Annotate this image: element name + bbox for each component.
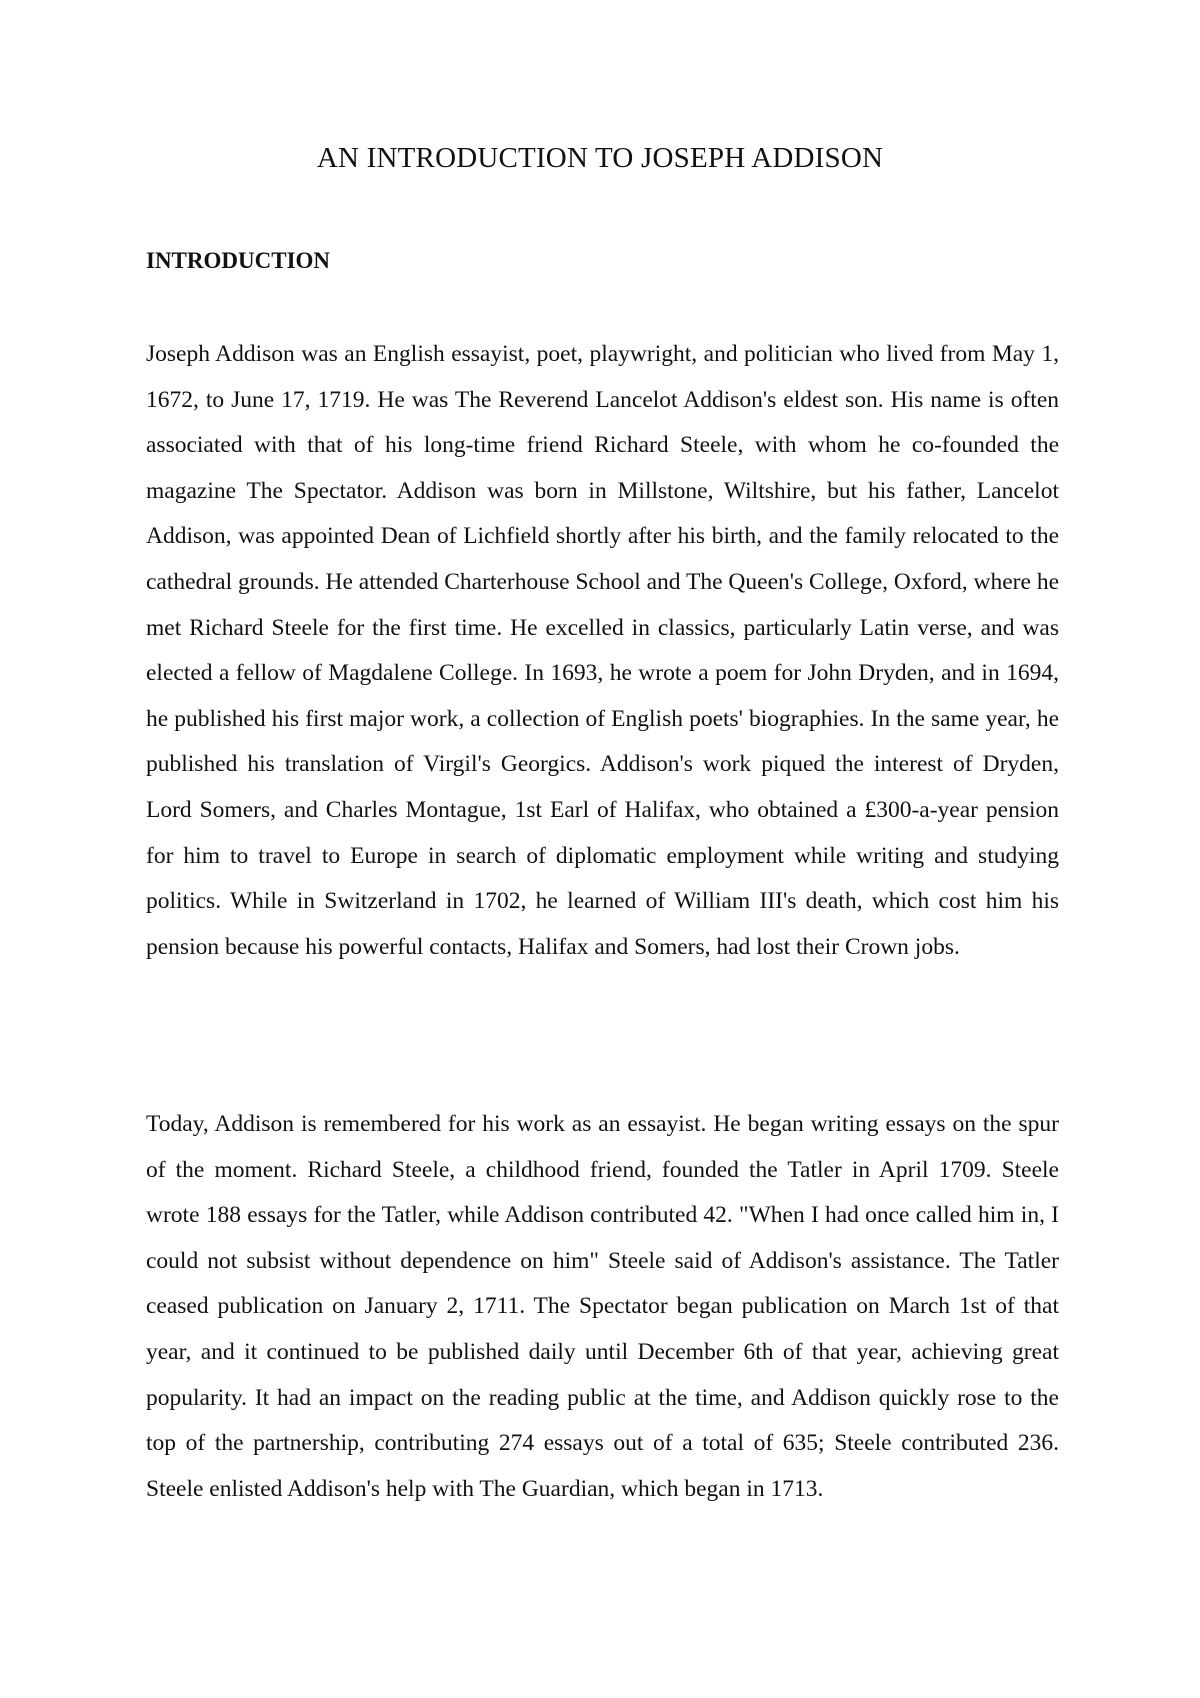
document-title: AN INTRODUCTION TO JOSEPH ADDISON <box>316 142 884 174</box>
paragraph-essayist-career: Today, Addison is remembered for his work as an essayist. He began writing essays on the spur of the moment. Richard Steele, a childhood friend, founded the Tatler in April 1709. Steele wrote 188 essays for the Tatler, while Addison contributed 42. "When I had once called him in, I could not subsist without dependence on him" Steele said of Addison's assistance. The Tatler ceased publication on January 2, 1711. The Spectator began publication on March 1st of that year, and it continued to be published daily until December 6th of that year, achieving great popularity. It had an impact on the reading public at the time, and Addison quickly rose to the top of the partnership, contributing 274 essays out of a total of 635; Steele contributed 236. Steele enlisted Addison's help with The Guardian, which began in 1713. <box>146 1111 1059 1502</box>
section-heading-introduction: INTRODUCTION <box>146 248 331 273</box>
paragraph-early-life: Joseph Addison was an English essayist, poet, playwright, and politician who lived from May 1, 1672, to June 17, 1719. He was The Reverend Lancelot Addison's eldest son. His name is often associated with that of his long-time friend Richard Steele, with whom he co-founded the magazine The Spectator. Addison was born in Millstone, Wiltshire, but his father, Lancelot Addison, was appointed Dean of Lichfield shortly after his birth, and the family relocated to the cathedral grounds. He attended Charterhouse School and The Queen's College, Oxford, where he met Richard Steele for the first time. He excelled in classics, particularly Latin verse, and was elected a fellow of Magdalene College. In 1693, he wrote a poem for John Dryden, and in 1694, he published his first major work, a collection of English poets' biographies. In the same year, he published his translation of Virgil's Georgics. Addison's work piqued the interest of Dryden, Lord Somers, and Charles Montague, 1st Earl of Halifax, who obtained a £300-a-year pension for him to travel to Europe in search of diplomatic employment while writing and studying politics. While in Switzerland in 1702, he learned of William III's death, which cost him his pension because his powerful contacts, Halifax and Somers, had lost their Crown jobs. <box>146 341 1059 960</box>
